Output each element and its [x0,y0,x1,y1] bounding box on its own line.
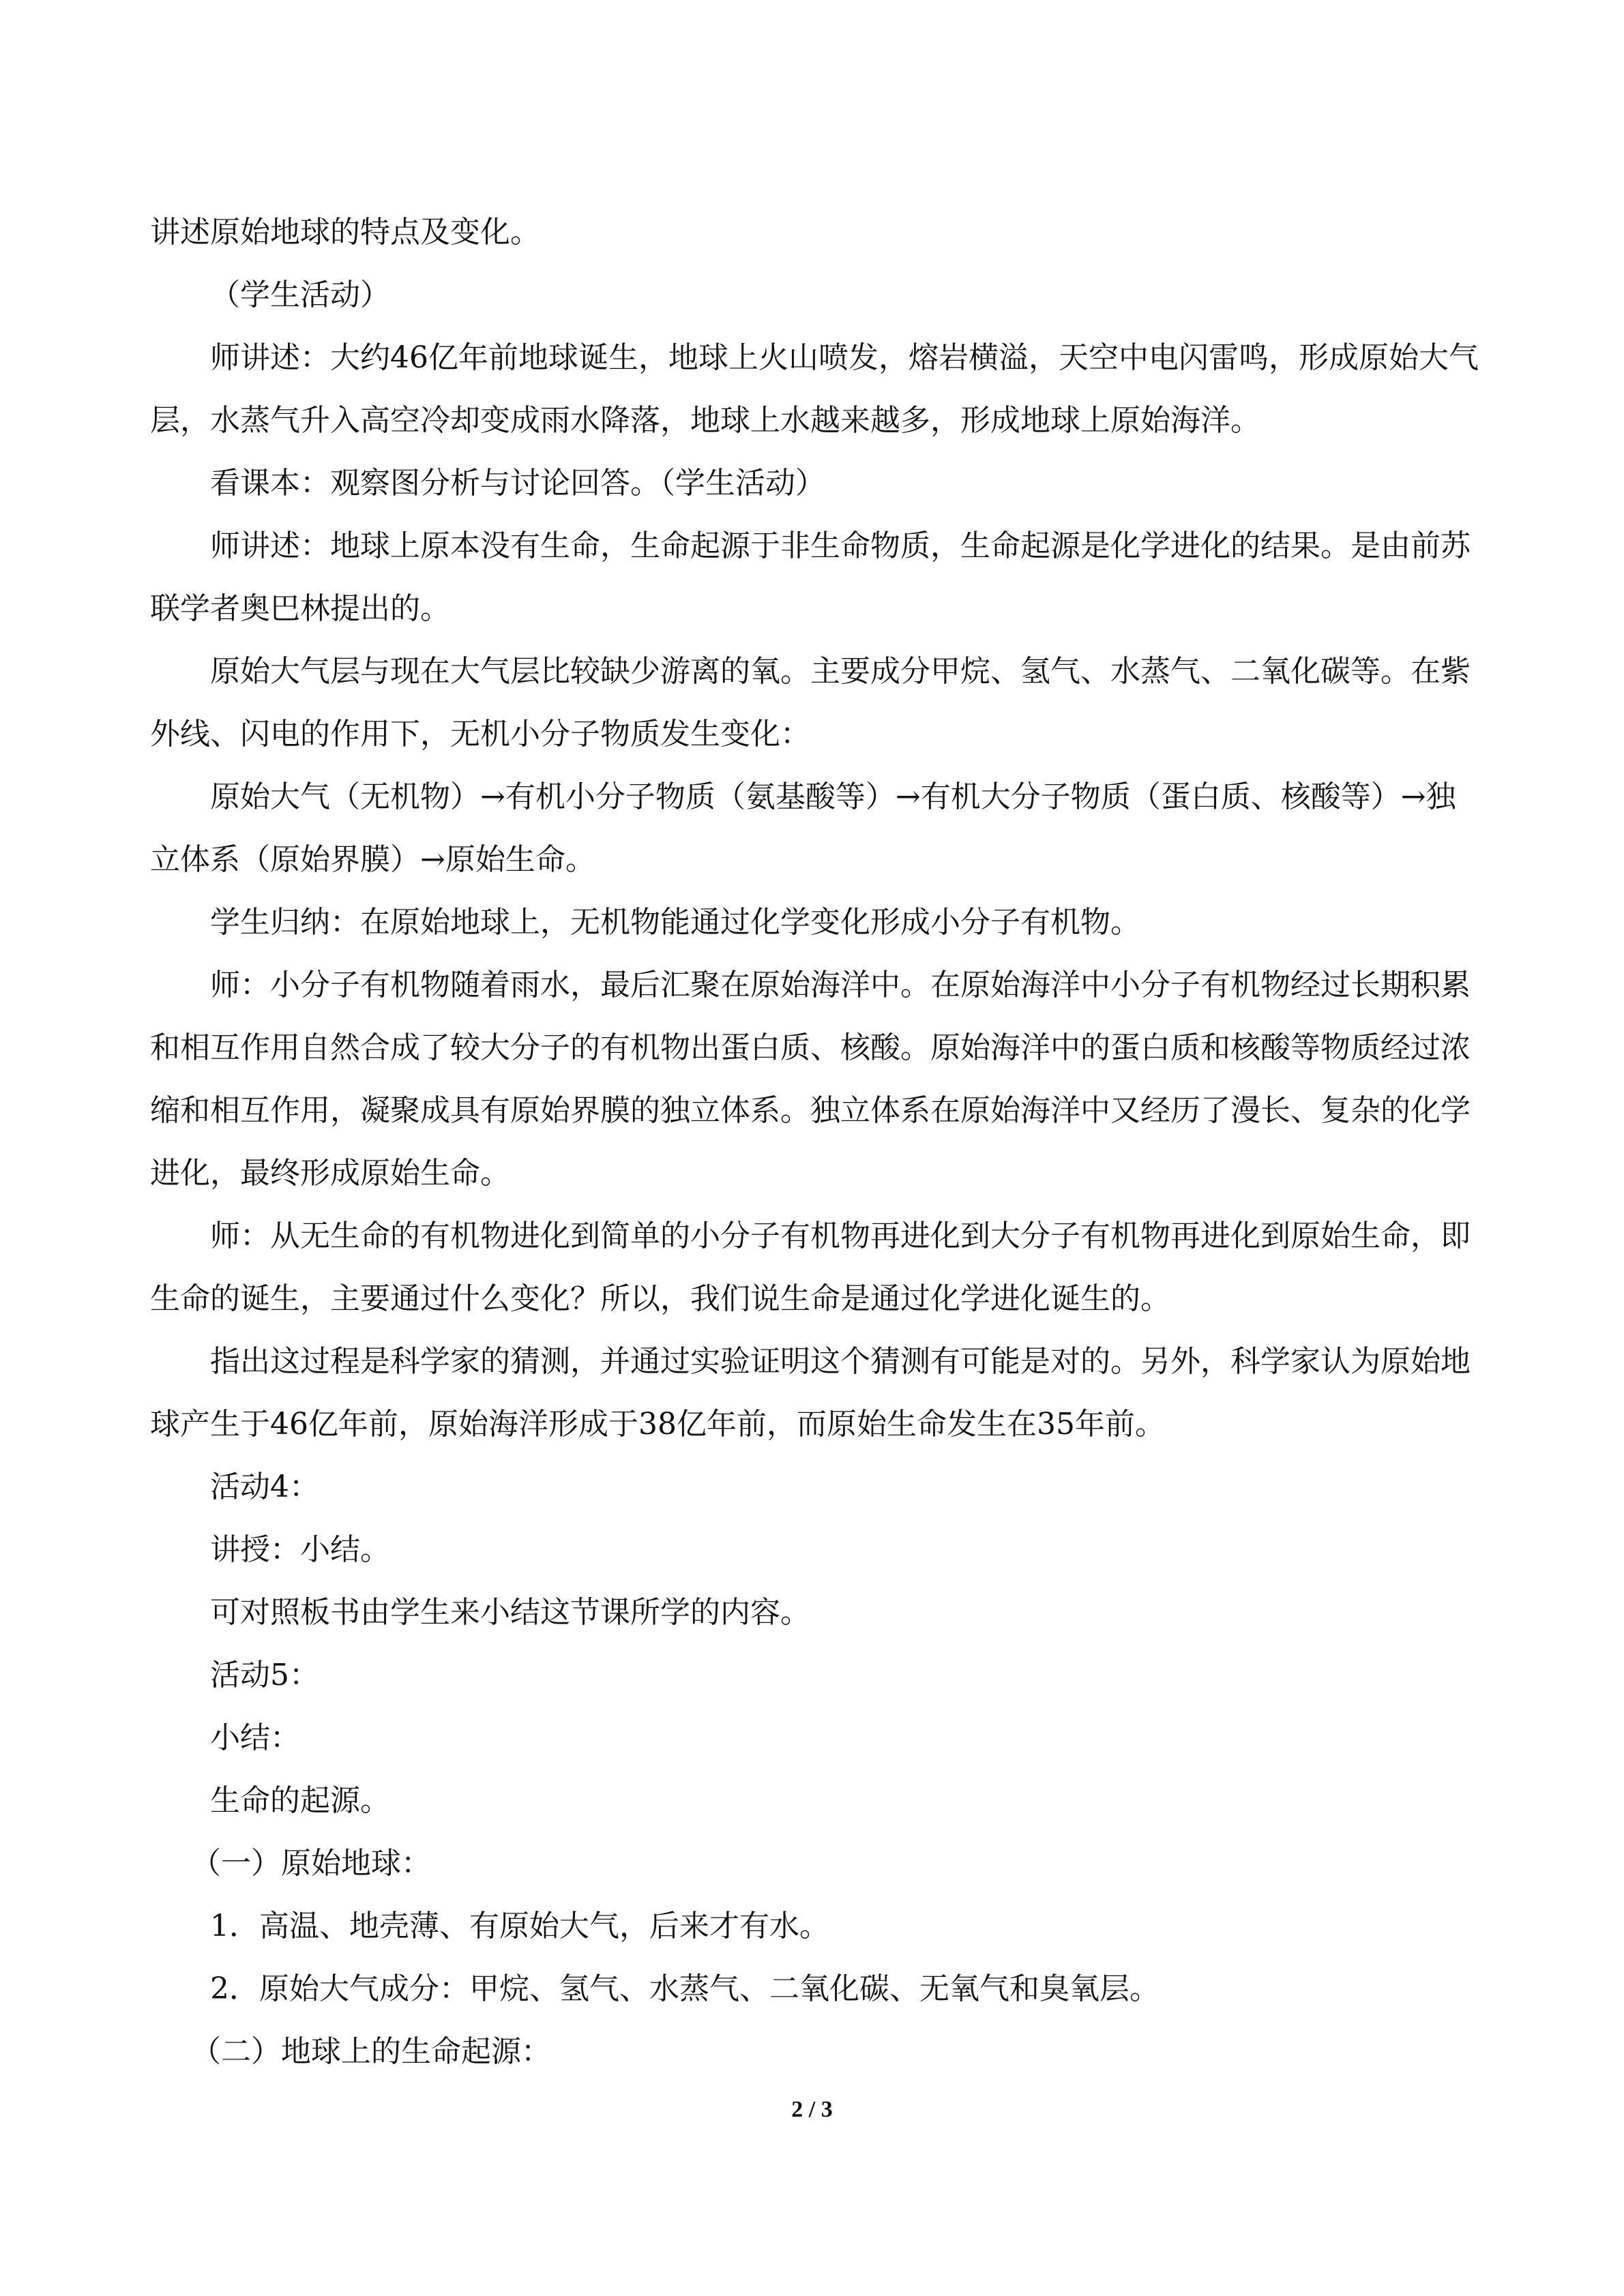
paragraph: 原始大气（无机物）→有机小分子物质（氨基酸等）→有机大分子物质（蛋白质、核酸等）→独立体系（原始界膜）→原始生命。 [150,779,1456,877]
paragraph: 师讲述：地球上原本没有生命，生命起源于非生命物质，生命起源是化学进化的结果。是由前苏联学者奥巴林提出的。 [150,528,1471,626]
paragraph: （学生活动） [210,278,390,312]
summary-heading: 小结： [210,1720,300,1755]
list-item: 1．高温、地壳薄、有原始大气，后来才有水。 [210,1909,829,1943]
paragraph: 生命的起源。 [210,1783,390,1818]
page-number: 2 / 3 [791,2097,833,2122]
paragraph: 原始大气层与现在大气层比较缺少游离的氧。主要成分甲烷、氢气、水蒸气、二氧化碳等。在紫外线、闪电的作用下，无机小分子物质发生变化： [150,654,1471,751]
paragraph: 师讲述：大约46亿年前地球诞生，地球上火山喷发，熔岩横溢，天空中电闪雷鸣，形成原始大气层，水蒸气升入高空冷却变成雨水降落，地球上水越来越多，形成地球上原始海洋。 [150,340,1479,438]
paragraph: 指出这过程是科学家的猜测，并通过实验证明这个猜测有可能是对的。另外，科学家认为原始地球产生于46亿年前，原始海洋形成于38亿年前，而原始生命发生在35年前。 [150,1344,1471,1442]
paragraph: 师：小分子有机物随着雨水，最后汇聚在原始海洋中。在原始海洋中小分子有机物经过长期积累和相互作用自然合成了较大分子的有机物出蛋白质、核酸。原始海洋中的蛋白质和核酸等物质经过浓缩和相互作用，凝聚成具有原始界膜的独立体系。独立体系在原始海洋中又经历了漫长、复杂的化学进化，最终形成原始生命。 [150,968,1471,1191]
paragraph: 讲授：小结。 [210,1532,390,1567]
section-heading: （一）原始地球： [191,1846,431,1881]
section-heading: （二）地球上的生命起源： [191,2034,551,2069]
document-body [150,201,1480,2083]
activity-heading: 活动5： [210,1658,319,1693]
list-item: 2．原始大气成分：甲烷、氢气、水蒸气、二氧化碳、无氧气和臭氧层。 [210,1971,1160,2006]
paragraph: 学生归纳：在原始地球上，无机物能通过化学变化形成小分子有机物。 [210,905,1140,940]
activity-heading: 活动4： [210,1470,319,1504]
paragraph: 师：从无生命的有机物进化到简单的小分子有机物再进化到大分子有机物再进化到原始生命，即生命的诞生，主要通过什么变化？所以，我们说生命是通过化学进化诞生的。 [150,1219,1471,1316]
paragraph: 讲述原始地球的特点及变化。 [150,215,540,250]
paragraph: 可对照板书由学生来小结这节课所学的内容。 [210,1595,810,1630]
paragraph: 看课本：观察图分析与讨论回答。（学生活动） [210,466,825,501]
